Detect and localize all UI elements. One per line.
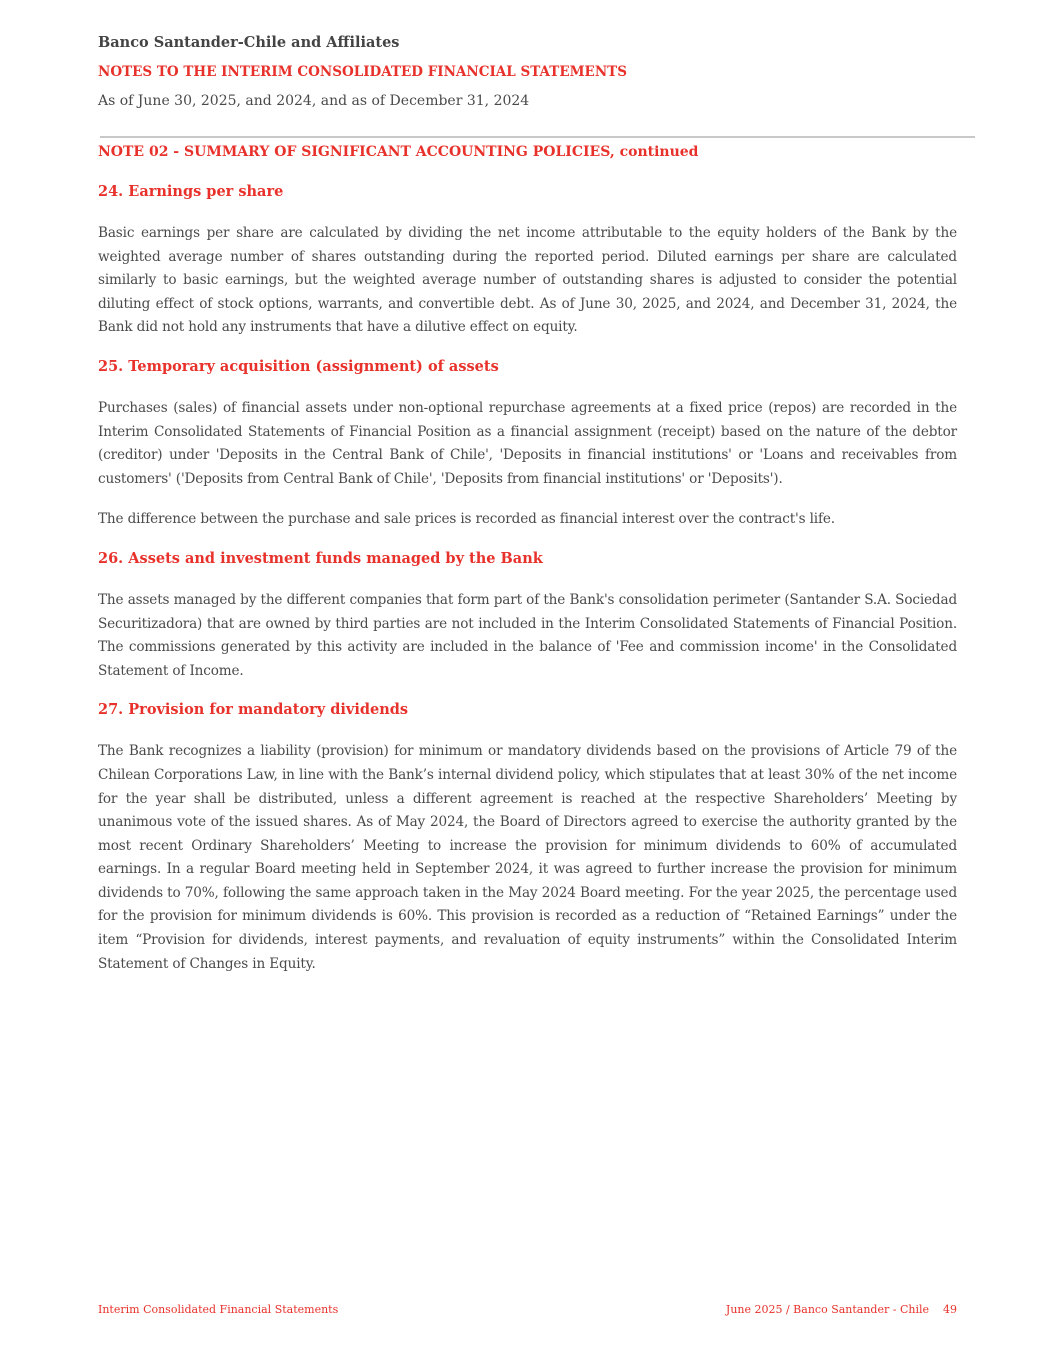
section-25-paragraph-2: The difference between the purchase and sale prices is recorded as financial interest over the contract's life.: [98, 511, 835, 528]
section-26-paragraph: The assets managed by the different companies that form part of the Bank's consolidation perimeter (Santander S.A. Sociedad Securitizadora) that are owned by third parties are not included in the Interim Consolidated Statements of Financial Position. The commissions generated by this activity are included in the balance of 'Fee and commission income' in the Consolidated Statement of Income.: [98, 591, 957, 679]
section-title-27: 27. Provision for mandatory dividends: [98, 701, 409, 719]
company-name: Banco Santander-Chile and Affiliates: [98, 34, 400, 51]
footer-right: [726, 1303, 957, 1316]
section-25-paragraph-1: Purchases (sales) of financial assets under non-optional repurchase agreements at a fixed price (repos) are recorded in the Interim Consolidated Statements of Financial Position as a financial assignment (receipt) based on the nature of the debtor (creditor) under 'Deposits in the Central Bank of Chile', 'Deposits in financial institutions' or 'Loans and receivables from customers' ('Deposits from Central Bank of Chile', 'Deposits from financial institutions' or 'Deposits').: [98, 399, 957, 487]
section-27-paragraph: The Bank recognizes a liability (provision) for minimum or mandatory dividends based on the provisions of Article 79 of the Chilean Corporations Law, in line with the Bank’s internal dividend policy, which stipulates that at least 30% of the net income for the year shall be distributed, unless a different agreement is reached at the respective Shareholders’ Meeting by unanimous vote of the issued shares. As of May 2024, the Board of Directors agreed to exercise the authority granted by the most recent Ordinary Shareholders’ Meeting to increase the provision for minimum dividends to 60% of accumulated earnings. In a regular Board meeting held in September 2024, it was agreed to further increase the provision for minimum dividends to 70%, following the same approach taken in the May 2024 Board meeting. For the year 2025, the percentage used for the provision for minimum dividends is 60%. This provision is recorded as a reduction of “Retained Earnings” under the item “Provision for dividends, interest payments, and revaluation of equity instruments” within the Consolidated Interim Statement of Changes in Equity.: [98, 743, 957, 972]
header-divider: [100, 136, 975, 138]
content: [98, 143, 957, 993]
document-title: NOTES TO THE INTERIM CONSOLIDATED FINANCIAL STATEMENTS: [98, 64, 627, 80]
page-number: 49: [943, 1303, 957, 1316]
section-title-24: 24. Earnings per share: [98, 183, 284, 200]
section-24-paragraph: Basic earnings per share are calculated by dividing the net income attributable to the equity holders of the Bank by the weighted average number of shares outstanding during the reported period. Diluted earnings per share are calculated similarly to basic earnings, but the weighted average number of outstanding shares is adjusted to consider the potential diluting effect of stock options, warrants, and convertible debt. As of June 30, 2025, and 2024, and December 31, 2024, the Bank did not hold any instruments that have a dilutive effect on equity.: [98, 225, 957, 336]
footer-right-text: June 2025 / Banco Santander - Chile: [725, 1303, 929, 1316]
note-title: NOTE 02 - SUMMARY OF SIGNIFICANT ACCOUNTING POLICIES, continued: [98, 144, 699, 160]
footer-left: Interim Consolidated Financial Statements: [98, 1303, 339, 1316]
section-title-26: 26. Assets and investment funds managed by the Bank: [98, 549, 543, 567]
document-date: As of June 30, 2025, and 2024, and as of December 31, 2024: [98, 93, 530, 109]
section-title-25: 25. Temporary acquisition (assignment) of assets: [98, 357, 499, 375]
